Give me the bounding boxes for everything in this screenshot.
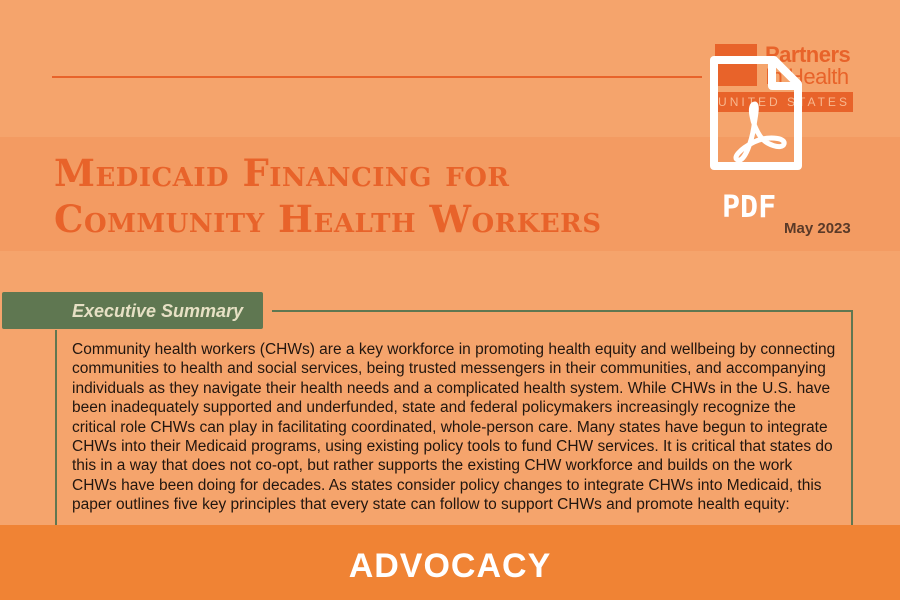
category-banner xyxy=(0,525,900,600)
document-title-line1: Medicaid Financing for xyxy=(54,151,510,195)
logo-text-line1: Partners xyxy=(765,42,851,67)
document-title xyxy=(54,150,602,242)
executive-summary-heading: Executive Summary xyxy=(72,301,244,321)
document-title-line2: Community Health Workers xyxy=(54,197,602,241)
executive-summary-tab xyxy=(2,292,263,329)
header-rule xyxy=(52,76,702,78)
logo-text-line2: In Health xyxy=(765,64,849,89)
pdf-file-icon[interactable] xyxy=(708,54,804,172)
section-divider xyxy=(272,310,852,312)
section-border-left xyxy=(55,330,57,530)
pdf-label: PDF xyxy=(722,190,777,225)
executive-summary-body: Community health workers (CHWs) are a key workforce in promoting health equity and wellbeing by connecting communities to health and social services, being trusted messengers in their communities, and accompanying individuals as they navigate their health needs and a complicated health system. While CHWs in the U.S. have been inadequately supported and underfunded, state and federal policymakers increasingly recognize the critical role CHWs can play in facilitating coordinated, whole-person care. Many states have begun to integrate CHWs into their Medicaid programs, using existing policy tools to fund CHW services. It is critical that states do this in a way that does not co-opt, but rather supports the existing CHW workforce and builds on the work CHWs have been doing for decades. As states consider policy changes to integrate CHWs into Medicaid, this paper outlines five key principles that every state can follow to support CHWs and promote health equity: xyxy=(72,341,836,514)
publication-date: May 2023 xyxy=(784,220,851,237)
section-border-right xyxy=(851,310,853,525)
category-label: ADVOCACY xyxy=(348,547,552,585)
logo-country-band: UNITED STATES xyxy=(715,92,853,112)
